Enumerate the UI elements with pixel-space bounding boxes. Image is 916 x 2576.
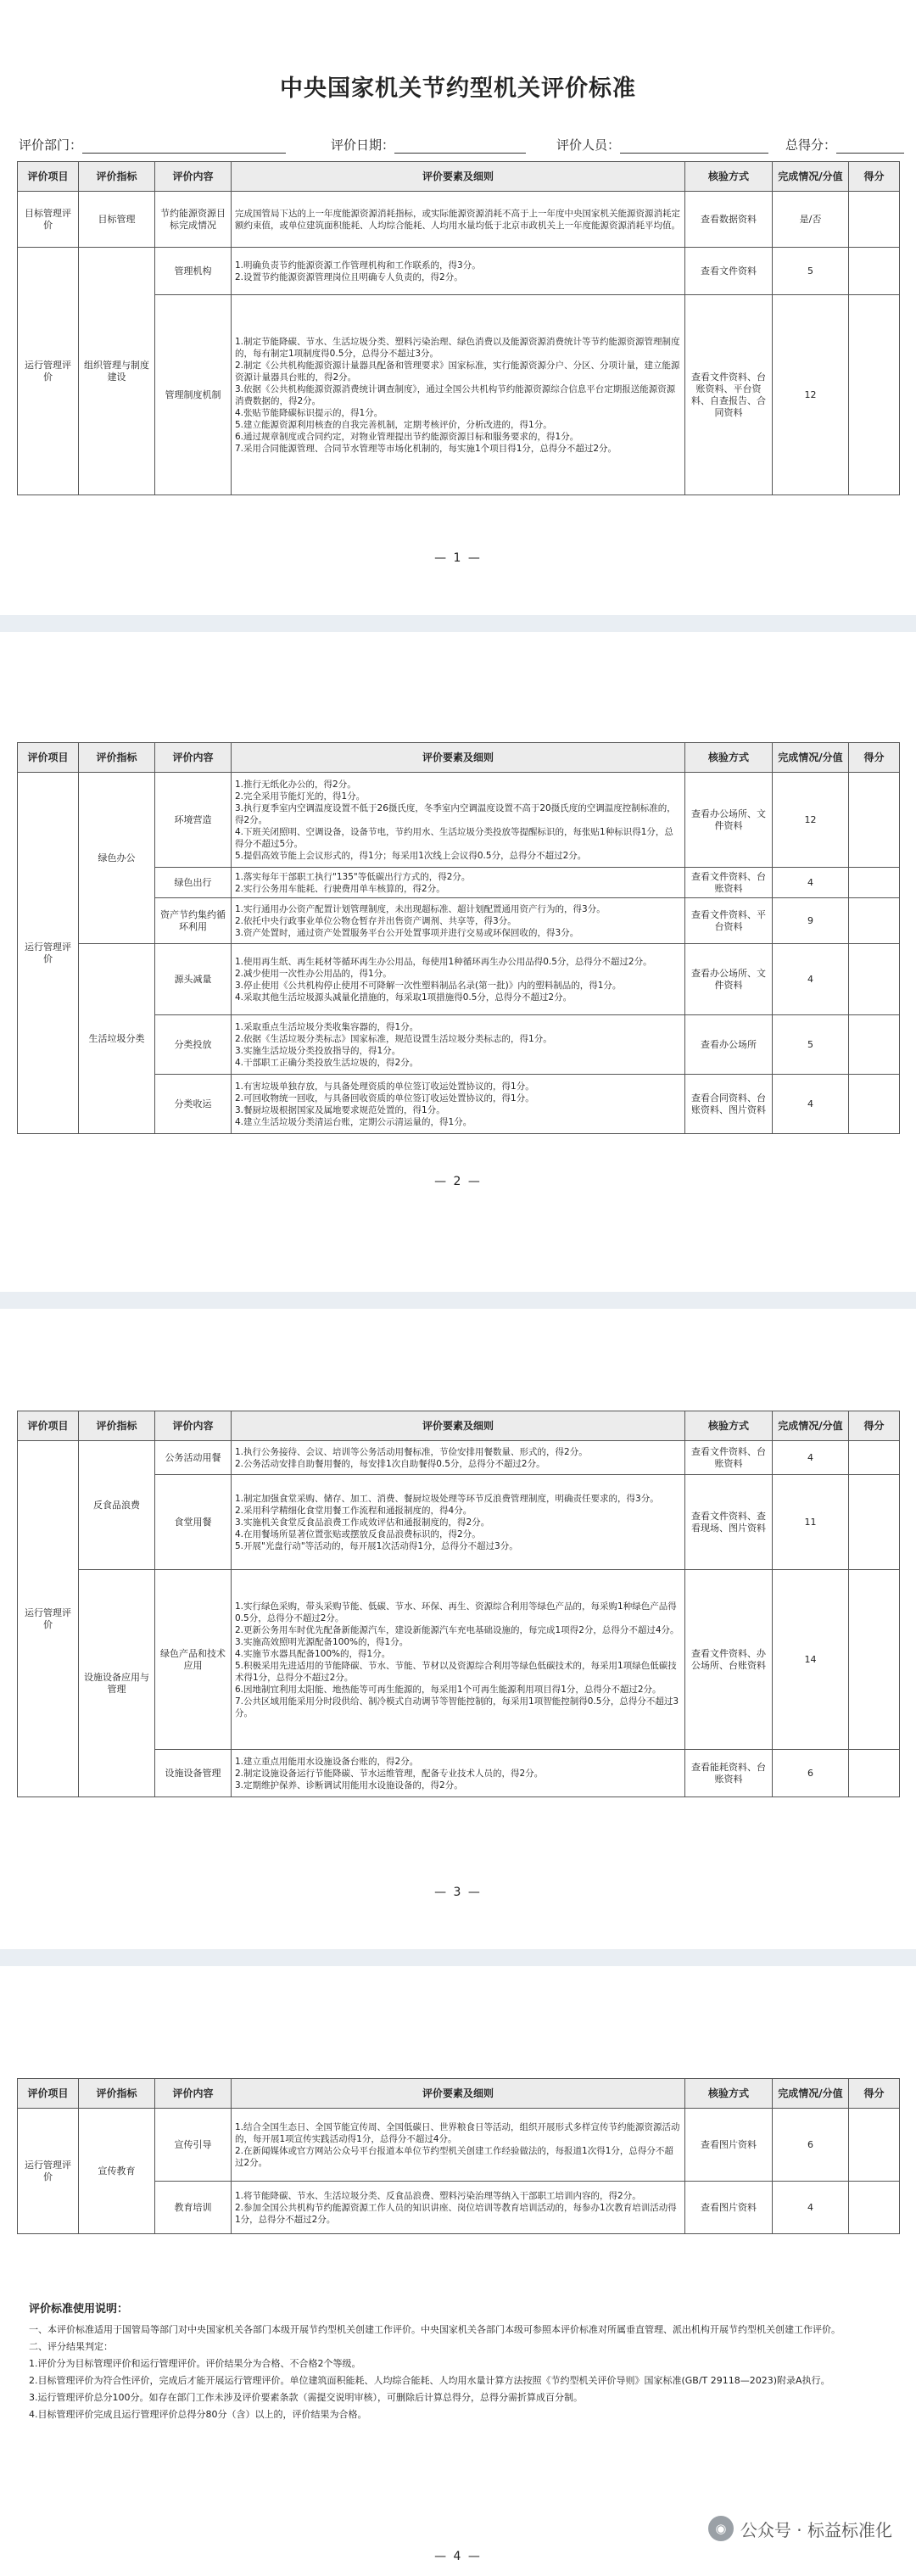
notes-body [29, 2322, 887, 2423]
content-cell: 分类收运 [155, 1075, 232, 1134]
requirements-cell [232, 248, 685, 295]
verify-cell: 查看文件资料 [685, 248, 773, 295]
header-requirements: 评价要素及细则 [232, 743, 685, 773]
criteria-table-1 [17, 161, 900, 495]
requirement-line: 7.采用合同能源管理、合同节水管理等市场化机制的，每实施1个项目得1分，总得分不超过2分。 [235, 443, 617, 454]
header-verify: 核验方式 [685, 743, 773, 773]
requirements-cell [232, 944, 685, 1015]
page-3 [0, 1309, 916, 1949]
document-title: 中央国家机关节约型机关评价标准 [280, 75, 636, 102]
completion-cell: 4 [773, 1075, 849, 1134]
indicator-cell: 宣传教育 [79, 2109, 155, 2234]
requirement-line: 4.干部职工正确分类投放生活垃圾的，得2分。 [235, 1057, 419, 1068]
indicator-cell: 组织管理与制度建设 [79, 248, 155, 495]
completion-cell: 14 [773, 1570, 849, 1750]
requirement-line: 2.采用科学精细化食堂用餐工作流程和通报制度的，得4分。 [235, 1505, 472, 1516]
requirement-line: 3.执行夏季室内空调温度设置不低于26摄氏度，冬季室内空调温度设置不高于20摄氏度的空调温度控制标准的，得2分。 [235, 802, 676, 825]
dept-label: 评价部门： [19, 137, 83, 153]
score-field [785, 136, 904, 154]
requirement-line: 2.在新闻媒体或官方网站公众号平台报道本单位节约型机关创建工作经验做法的，每报道1次得1分，总得分不超过2分。 [235, 2145, 673, 2168]
score-label: 总得分： [785, 137, 837, 153]
requirement-line: 4.下班关闭照明、空调设备，设备节电，节约用水、生活垃圾分类投放等提醒标识的，每张贴1种标识得1分，总得分不超过5分。 [235, 826, 673, 849]
requirement-line: 1.有害垃圾单独存放，与具备处理资质的单位签订收运处置协议的，得1分。 [235, 1081, 534, 1092]
requirements-cell [232, 1475, 685, 1570]
requirement-line: 完成国管局下达的上一年度能源资源消耗指标，或实际能源资源消耗不高于上一年度中央国家机关能源资源消耗定额约束值，或单位建筑面积能耗、人均综合能耗、人均用水量均低于北京市政机关上一年度能源资源消耗平均值。 [235, 208, 680, 231]
requirement-line: 1.落实每年干部职工执行"135"等低碳出行方式的，得2分。 [235, 871, 471, 882]
header-content: 评价内容 [155, 162, 232, 192]
completion-cell: 5 [773, 248, 849, 295]
header-requirements: 评价要素及细则 [232, 2079, 685, 2109]
requirement-line: 4.张贴节能降碳标识提示的，得1分。 [235, 407, 383, 418]
header-indicator: 评价指标 [79, 2079, 155, 2109]
header-completion: 完成情况/分值 [773, 743, 849, 773]
header-requirements: 评价要素及细则 [232, 162, 685, 192]
verify-cell: 查看文件资料、办公场所、台账资料 [685, 1570, 773, 1750]
requirement-line: 1.结合全国生态日、全国节能宣传周、全国低碳日、世界粮食日等活动，组织开展形式多样宣传节约能源资源活动的，每开展1项宣传实践活动得1分，总得分不超过4分。 [235, 2121, 680, 2144]
score-cell[interactable] [849, 1750, 900, 1797]
usage-notes [29, 2301, 887, 2423]
requirements-cell [232, 868, 685, 898]
verify-cell: 查看数据资料 [685, 192, 773, 248]
page-number: — 3 — [434, 1886, 482, 1899]
requirements-cell [232, 898, 685, 944]
requirement-line: 2.公务活动安排自助餐用餐的，每安排1次自助餐得0.5分，总得分不超过2分。 [235, 1458, 545, 1469]
project-cell: 运行管理评价 [18, 1441, 79, 1797]
requirement-line: 1.将节能降碳、节水、生活垃圾分类、反食品浪费、塑料污染治理等纳入干部职工培训内容的，得2分。 [235, 2190, 641, 2201]
requirement-line: 6.通过规章制度或合同约定，对物业管理提出节约能源资源目标和服务要求的，得1分。 [235, 431, 579, 442]
requirement-line: 1.推行无纸化办公的，得2分。 [235, 779, 356, 790]
header-verify: 核验方式 [685, 1411, 773, 1441]
header-content: 评价内容 [155, 1411, 232, 1441]
requirement-line: 1.实行绿色采购，带头采购节能、低碳、节水、环保、再生、资源综合利用等绿色产品的，每采购1种绿色产品得0.5分，总得分不超过2分。 [235, 1601, 677, 1623]
requirement-line: 2.制定设施设备运行节能降碳、节水运维管理，配备专业技术人员的，得2分。 [235, 1768, 544, 1779]
requirement-line: 1.使用再生纸、再生耗材等循环再生办公用品，每使用1种循环再生办公用品得0.5分，总得分不超过2分。 [235, 956, 652, 967]
info-row [19, 136, 897, 156]
requirements-cell [232, 1015, 685, 1075]
verify-cell: 查看办公场所、文件资料 [685, 773, 773, 868]
header-project: 评价项目 [18, 1411, 79, 1441]
header-completion: 完成情况/分值 [773, 2079, 849, 2109]
note-line: 一、本评价标准适用于国管局等部门对中央国家机关各部门本级开展节约型机关创建工作评价。中央国家机关各部门本级可参照本评价标准对所属垂直管理、派出机构开展节约型机关创建工作评价。 [29, 2324, 841, 2335]
requirements-cell [232, 1750, 685, 1797]
content-cell: 绿色产品和技术应用 [155, 1570, 232, 1750]
requirement-line: 2.减少使用一次性办公用品的，得1分。 [235, 968, 392, 979]
score-cell[interactable] [849, 1075, 900, 1134]
requirement-line: 1.采取重点生活垃圾分类收集容器的，得1分。 [235, 1021, 419, 1032]
verify-cell: 查看文件资料、平台资料 [685, 898, 773, 944]
score-cell[interactable] [849, 773, 900, 868]
requirement-line: 5.提倡高效节能上会议形式的，得1分；每采用1次线上会议得0.5分，总得分不超过2分。 [235, 850, 587, 861]
note-line: 二、评分结果判定： [29, 2341, 113, 2352]
score-cell[interactable] [849, 2182, 900, 2234]
header-score: 得分 [849, 2079, 900, 2109]
person-label: 评价人员： [556, 137, 621, 153]
project-cell: 目标管理评价 [18, 192, 79, 248]
note-line: 1.评价分为目标管理评价和运行管理评价。评价结果分为合格、不合格2个等级。 [29, 2358, 361, 2369]
completion-cell: 12 [773, 295, 849, 495]
verify-cell: 查看文件资料、台账资料 [685, 1441, 773, 1475]
content-cell: 管理制度机制 [155, 295, 232, 495]
header-score: 得分 [849, 743, 900, 773]
content-cell: 绿色出行 [155, 868, 232, 898]
notes-title: 评价标准使用说明： [29, 2303, 129, 2316]
completion-cell: 4 [773, 944, 849, 1015]
score-cell[interactable] [849, 1475, 900, 1570]
score-cell[interactable] [849, 1570, 900, 1750]
requirement-line: 5.积极采用先进适用的节能降碳、节水、节能、节材以及资源综合利用等绿色低碳技术的，每采用1项绿色低碳技术得1分，总得分不超过2分。 [235, 1660, 677, 1683]
completion-cell: 6 [773, 2109, 849, 2182]
dept-field [19, 136, 286, 154]
requirement-line: 1.建立重点用能用水设施设备台账的，得2分。 [235, 1756, 419, 1767]
requirement-line: 3.实施高效照明光源配备100%的，得1分。 [235, 1636, 409, 1647]
score-cell[interactable] [849, 898, 900, 944]
content-cell: 环境营造 [155, 773, 232, 868]
page-4 [0, 1966, 916, 2576]
requirement-line: 1.制定加强食堂采购、储存、加工、消费、餐厨垃圾处理等环节反浪费管理制度，明确责任要求的，得3分。 [235, 1493, 659, 1504]
content-cell: 管理机构 [155, 248, 232, 295]
score-cell[interactable] [849, 944, 900, 1015]
header-score: 得分 [849, 162, 900, 192]
table-row [18, 1570, 900, 1750]
content-cell: 设施设备管理 [155, 1750, 232, 1797]
requirement-line: 3.实施机关食堂反食品浪费工作成效评估和通报制度的，得2分。 [235, 1517, 490, 1528]
requirement-line: 4.建立生活垃圾分类清运台账，定期公示清运量的，得1分。 [235, 1116, 472, 1127]
indicator-cell: 设施设备应用与管理 [79, 1570, 155, 1797]
requirement-line: 2.可回收物统一回收，与具备回收资质的单位签订收运处置协议的，得1分。 [235, 1092, 534, 1104]
header-indicator: 评价指标 [79, 1411, 155, 1441]
completion-cell: 11 [773, 1475, 849, 1570]
criteria-table-4 [17, 2078, 900, 2234]
project-cell: 运行管理评价 [18, 2109, 79, 2234]
requirement-line: 4.在用餐场所显著位置张贴或摆放反食品浪费标识的，得2分。 [235, 1528, 481, 1539]
requirements-cell [232, 2182, 685, 2234]
requirements-cell [232, 1570, 685, 1750]
score-cell[interactable] [849, 1441, 900, 1475]
indicator-cell: 反食品浪费 [79, 1441, 155, 1570]
header-requirements: 评价要素及细则 [232, 1411, 685, 1441]
page-number: — 1 — [434, 551, 482, 565]
note-line: 2.目标管理评价为符合性评价，完成后才能开展运行管理评价。单位建筑面积能耗、人均综合能耗、人均用水量计算方法按照《节约型机关评价导则》国家标准(GB/T 29118—2023)附录A执行。 [29, 2375, 830, 2386]
date-label: 评价日期： [331, 137, 395, 153]
requirement-line: 3.餐厨垃圾根据国家及属地要求规范处置的，得1分。 [235, 1104, 445, 1115]
requirement-line: 2.完全采用节能灯光的，得1分。 [235, 791, 366, 802]
note-line: 3.运行管理评价总分100分。如存在部门工作未涉及评价要素条款（需提交说明审核），可删除后计算总得分，总得分需折算成百分制。 [29, 2392, 583, 2403]
page-2 [0, 632, 916, 1292]
table-row [18, 248, 900, 295]
header-project: 评价项目 [18, 162, 79, 192]
criteria-table-2 [17, 742, 900, 1134]
requirement-line: 2.设置节约能源资源管理岗位且明确专人负责的，得2分。 [235, 271, 463, 282]
completion-cell: 4 [773, 1441, 849, 1475]
content-cell: 食堂用餐 [155, 1475, 232, 1570]
header-completion: 完成情况/分值 [773, 162, 849, 192]
table-row [18, 2109, 900, 2182]
header-content: 评价内容 [155, 743, 232, 773]
header-indicator: 评价指标 [79, 743, 155, 773]
content-cell: 宣传引导 [155, 2109, 232, 2182]
requirements-cell [232, 2109, 685, 2182]
requirement-line: 3.实施生活垃圾分类投放指导的，得1分。 [235, 1045, 401, 1056]
completion-cell: 6 [773, 1750, 849, 1797]
requirement-line: 2.依据《生活垃圾分类标志》国家标准，规范设置生活垃圾分类标志的，得1分。 [235, 1033, 552, 1044]
header-score: 得分 [849, 1411, 900, 1441]
requirement-line: 1.实行通用办公资产配置计划管理制度，未出现超标准、超计划配置通用资产行为的，得3分。 [235, 903, 606, 914]
requirement-line: 2.依托中央行政事业单位公物仓暂存并出售资产调剂、共享等，得3分。 [235, 915, 517, 926]
page-number: — 4 — [434, 2550, 482, 2563]
table-row [18, 192, 900, 248]
table-row [18, 773, 900, 868]
header-completion: 完成情况/分值 [773, 1411, 849, 1441]
completion-cell: 4 [773, 868, 849, 898]
requirement-line: 7.公共区域用能采用分时段供给、制冷模式自动调节等智能控制的，每采用1项智能控制得0.5分，总得分不超过3分。 [235, 1696, 679, 1718]
content-cell: 资产节约集约循环利用 [155, 898, 232, 944]
note-line: 4.目标管理评价完成且运行管理评价总得分80分（含）以上的，评价结果为合格。 [29, 2409, 367, 2420]
requirement-line: 4.采取其他生活垃圾源头减量化措施的，每采取1项措施得0.5分，总得分不超过2分。 [235, 992, 572, 1003]
requirement-line: 4.实施节水器具配备100%的，得1分。 [235, 1648, 391, 1659]
score-cell[interactable] [849, 192, 900, 248]
requirements-cell [232, 295, 685, 495]
completion-cell: 12 [773, 773, 849, 868]
verify-cell: 查看能耗资料、台账资料 [685, 1750, 773, 1797]
requirement-line: 3.依据《公共机构能源资源消费统计调查制度》，通过全国公共机构节约能源资源综合信息平台定期报送能源资源消费数据的，得2分。 [235, 383, 676, 406]
content-cell: 节约能源资源目标完成情况 [155, 192, 232, 248]
content-cell: 教育培训 [155, 2182, 232, 2234]
verify-cell: 查看合同资料、台账资料、图片资料 [685, 1075, 773, 1134]
watermark [708, 2516, 892, 2541]
requirement-line: 6.因地制宜利用太阳能、地热能等可再生能源的，每采用1个可再生能源利用项目得1分，总得分不超过2分。 [235, 1684, 662, 1695]
requirements-cell [232, 1441, 685, 1475]
verify-cell: 查看文件资料、台账资料 [685, 868, 773, 898]
criteria-table-3 [17, 1411, 900, 1797]
requirements-cell [232, 192, 685, 248]
score-cell[interactable] [849, 2109, 900, 2182]
indicator-cell: 目标管理 [79, 192, 155, 248]
score-cell[interactable] [849, 1015, 900, 1075]
wechat-icon: ◉ [708, 2516, 734, 2541]
completion-cell: 9 [773, 898, 849, 944]
verify-cell: 查看图片资料 [685, 2182, 773, 2234]
page-1 [0, 0, 916, 615]
project-cell: 运行管理评价 [18, 773, 79, 1134]
completion-cell: 5 [773, 1015, 849, 1075]
verify-cell: 查看图片资料 [685, 2109, 773, 2182]
requirement-line: 2.实行公务用车能耗、行驶费用单车核算的，得2分。 [235, 883, 445, 894]
project-cell: 运行管理评价 [18, 248, 79, 495]
requirements-cell [232, 773, 685, 868]
content-cell: 源头减量 [155, 944, 232, 1015]
requirement-line: 2.参加全国公共机构节约能源资源工作人员的知识讲座、岗位培训等教育培训活动的，每参办1次教育培训活动得1分，总得分不超过2分。 [235, 2202, 677, 2225]
header-content: 评价内容 [155, 2079, 232, 2109]
person-field [556, 136, 768, 154]
verify-cell: 查看文件资料、台账资料、平台资料、自查报告、合同资料 [685, 295, 773, 495]
header-indicator: 评价指标 [79, 162, 155, 192]
page-number: — 2 — [434, 1175, 482, 1188]
header-verify: 核验方式 [685, 162, 773, 192]
indicator-cell: 生活垃圾分类 [79, 944, 155, 1134]
requirement-line: 2.制定《公共机构能源资源计量器具配备和管理要求》国家标准，实行能源资源分户、分区、分项计量，建立能源资源计量器具台账的，得2分。 [235, 360, 680, 383]
requirements-cell [232, 1075, 685, 1134]
requirement-line: 3.停止使用《公共机构停止使用不可降解一次性塑料制品名录(第一批)》内的塑料制品的，得1分。 [235, 980, 622, 991]
content-cell: 公务活动用餐 [155, 1441, 232, 1475]
score-cell[interactable] [849, 868, 900, 898]
requirement-line: 2.更新公务用车时优先配备新能源汽车，建设新能源汽车充电基础设施的，每完成1项得2分，总得分不超过4分。 [235, 1624, 679, 1635]
header-verify: 核验方式 [685, 2079, 773, 2109]
indicator-cell: 绿色办公 [79, 773, 155, 944]
date-field [331, 136, 526, 154]
verify-cell: 查看办公场所、文件资料 [685, 944, 773, 1015]
verify-cell: 查看文件资料、查看现场、图片资料 [685, 1475, 773, 1570]
requirement-line: 1.制定节能降碳、节水、生活垃圾分类、塑料污染治理、绿色消费以及能源资源消费统计等节约能源资源管理制度的，每有制定1项制度得0.5分，总得分不超过3分。 [235, 336, 680, 359]
table-row [18, 1441, 900, 1475]
score-cell[interactable] [849, 248, 900, 295]
requirement-line: 1.明确负责节约能源资源工作管理机构和工作联系的，得3分。 [235, 260, 481, 271]
content-cell: 分类投放 [155, 1015, 232, 1075]
header-project: 评价项目 [18, 2079, 79, 2109]
verify-cell: 查看办公场所 [685, 1015, 773, 1075]
requirement-line: 3.定期维护保养、诊断调试用能用水设施设备的，得2分。 [235, 1780, 463, 1791]
requirement-line: 5.建立能源资源利用核查的自我完善机制，定期考核评价，分析改进的，得1分。 [235, 419, 552, 430]
requirement-line: 5.开展"光盘行动"等活动的，每开展1次活动得1分，总得分不超过3分。 [235, 1540, 518, 1551]
score-cell[interactable] [849, 295, 900, 495]
completion-cell: 4 [773, 2182, 849, 2234]
completion-cell: 是/否 [773, 192, 849, 248]
watermark-text: 公众号 · 标益标准化 [740, 2519, 892, 2540]
requirement-line: 1.执行公务接待、会议、培训等公务活动用餐标准，节俭安排用餐数量、形式的，得2分。 [235, 1446, 588, 1457]
table-row [18, 944, 900, 1015]
header-project: 评价项目 [18, 743, 79, 773]
requirement-line: 3.资产处置时，通过资产处置服务平台公开处置事项并进行交易或环保回收的，得3分。 [235, 927, 579, 938]
